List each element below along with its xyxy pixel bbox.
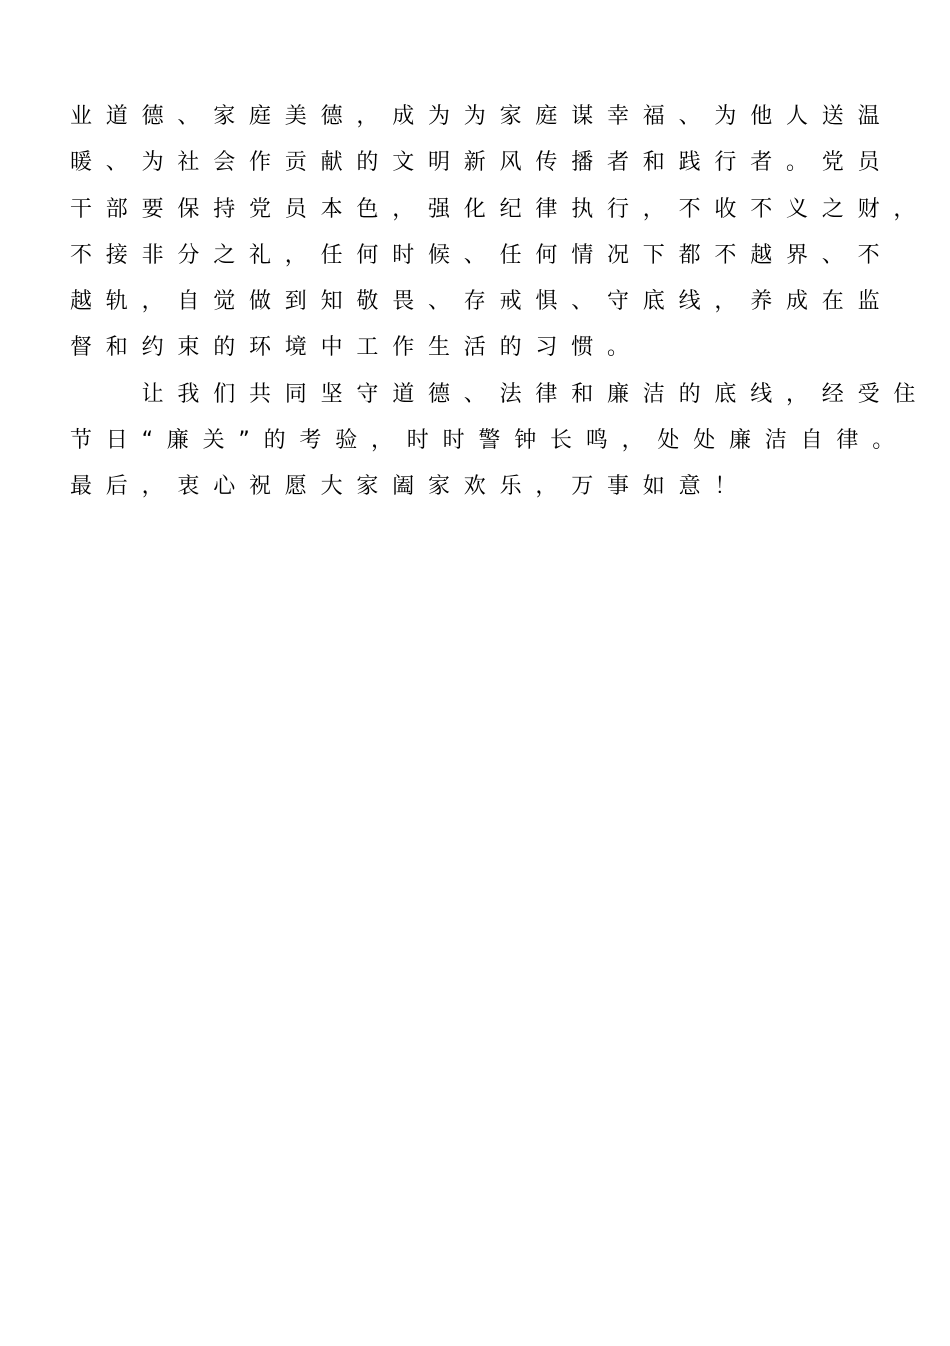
text-line: 暖、为社会作贡献的文明新风传播者和践行者。党员 [70,150,894,176]
text-line: 让我们共同坚守道德、法律和廉洁的底线，经受住 [70,381,930,407]
text-line: 督和约束的环境中工作生活的习惯。 [70,335,643,361]
text-line: 业道德、家庭美德，成为为家庭谋幸福、为他人送温 [70,104,894,129]
body-text [70,98,930,515]
text-line: 不接非分之礼，任何时候、任何情况下都不越界、不 [70,242,894,268]
text-line: 最后，衷心祝愿大家阖家欢乐，万事如意！ [70,474,751,500]
text-line: 越轨，自觉做到知敬畏、存戒惧、守底线，养成在监 [70,289,894,315]
text-line: 干部要保持党员本色，强化纪律执行，不收不义之财， [70,196,930,222]
text-line: 节日“廉关”的考验，时时警钟长鸣，处处廉洁自律。 [70,428,908,454]
